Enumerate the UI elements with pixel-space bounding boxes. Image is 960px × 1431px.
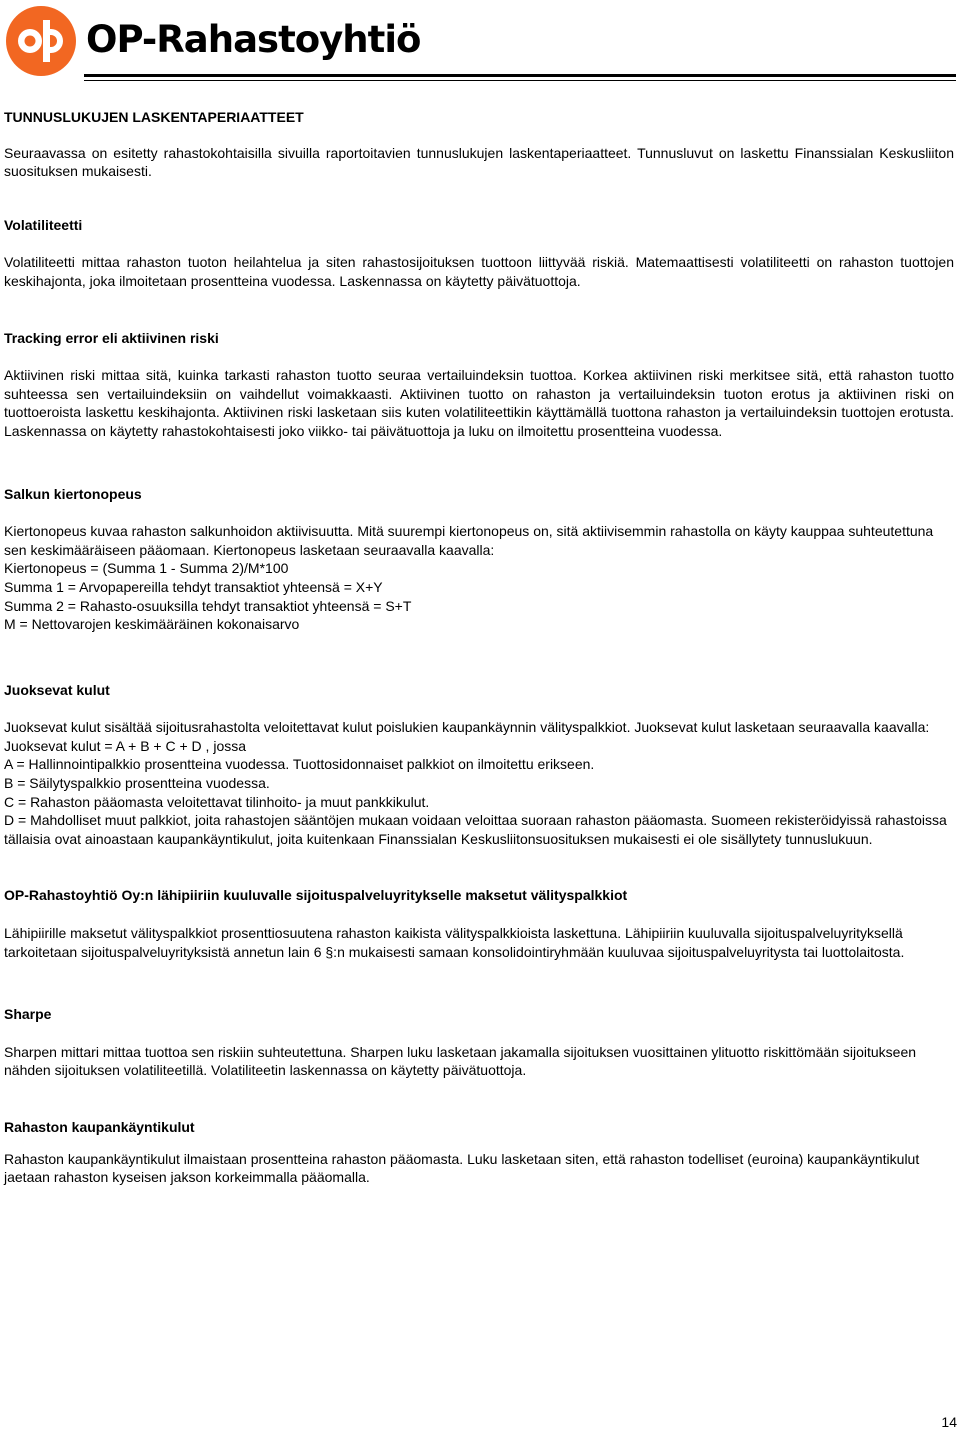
section-body-trading-costs: Rahaston kaupankäyntikulut ilmaistaan prosentteina rahaston pääomasta. Luku lasketaan siten, että rahaston todelliset (euroina) kaupankäyntikulut jaetaan rahaston kyseisen jakson korkeimmalla pääomalla. bbox=[4, 1150, 920, 1186]
header-rule-thin bbox=[84, 80, 956, 81]
formula-line: D = Mahdolliset muut palkkiot, joita rahastojen sääntöjen mukaan voidaan veloittaa suoraan rahaston pääomasta. Suomeen rekisteröidyissä rahastoissa tällaisia ovat ainoastaan kaupankäyntikulut, joita kuitenkaan Finanssialan Keskusliitonsuosituksen mukaisesti ei ole sisällytety tunnuslukuun. bbox=[4, 812, 947, 847]
section-heading-trading-costs: Rahaston kaupankäyntikulut bbox=[4, 1119, 195, 1135]
formula-line: Summa 1 = Arvopapereilla tehdyt transaktiot yhteensä = X+Y bbox=[4, 578, 383, 595]
section-body-tracking-error: Aktiivinen riski mittaa sitä, kuinka tarkasti rahaston tuotto seuraa vertailuindeksin tuottoa. Korkea aktiivinen riski merkitsee sitä, että rahaston tuotto suhteessa sen vertailuindeksiin on vaihdellut voimakkaasti. Aktiivinen tuotto on rahaston ja vertailuindeksin tuoton erotus ja aktiivinen riski on tuottoeroista laskettu keskihajonta. Aktiivinen riski lasketaan siis kuten volatiliteettikin käyttämällä tuottona rahaston ja vertailuindeksin tuottojen erotusta. Laskennassa on käytetty rahastokohtaisesti joko viikko- tai päivätuottoja ja luku on ilmoitettu prosentteina vuodessa. bbox=[4, 367, 954, 439]
formula-line: Kiertonopeus = (Summa 1 - Summa 2)/M*100 bbox=[4, 560, 289, 577]
page-header bbox=[0, 0, 960, 84]
ongoing-charges-formula bbox=[4, 737, 954, 849]
header-rule bbox=[84, 74, 956, 77]
section-heading-tracking-error: Tracking error eli aktiivinen riski bbox=[4, 329, 219, 346]
section-body-volatility: Volatiliteetti mittaa rahaston tuoton heilahtelua ja siten rahastosijoituksen tuottoon liittyvää riskiä. Matemaattisesti volatiliteetti on rahaston tuottojen keskihajonta, joka ilmoitetaan prosentteina vuodessa. Laskennassa on käytetty päivätuottoja. bbox=[4, 254, 954, 289]
formula-line: C = Rahaston pääomasta veloitettavat tilinhoito- ja muut pankkikulut. bbox=[4, 793, 430, 810]
page-number: 14 bbox=[941, 1414, 957, 1430]
section-heading-sharpe: Sharpe bbox=[4, 1006, 52, 1023]
formula-line: M = Nettovarojen keskimääräinen kokonaisarvo bbox=[4, 616, 300, 633]
document-title: TUNNUSLUKUJEN LASKENTAPERIAATTEET bbox=[4, 109, 304, 125]
section-body-brokerage-fees: Lähipiirille maksetut välityspalkkiot prosenttiosuutena rahaston kaikista välityspalkkioista laskettuna. Lähipiiriin kuuluvalla sijoituspalveluyrityksellä tarkoitetaan sijoituspalveluyrityksistä annetun lain 6 §:n mukaisesti samaan konsolidointiryhmään kuuluvaa sijoituspalveluyritysta tai luottolaitosta. bbox=[4, 925, 905, 960]
document-body bbox=[4, 108, 954, 1187]
section-body-ongoing-charges: Juoksevat kulut sisältää sijoitusrahastolta veloitettavat kulut poislukien kaupankäynnin välityspalkkiot. Juoksevat kulut lasketaan seuraavalla kaavalla: bbox=[4, 719, 930, 736]
formula-line: B = Säilytyspalkkio prosentteina vuodessa. bbox=[4, 775, 270, 792]
intro-paragraph: Seuraavassa on esitetty rahastokohtaisilla sivuilla raportoitavien tunnuslukujen laskentaperiaatteet. Tunnusluvut on laskettu Finanssialan Keskusliiton suosituksen mukaisesti. bbox=[4, 144, 954, 180]
section-heading-turnover: Salkun kiertonopeus bbox=[4, 485, 142, 502]
section-heading-volatility: Volatiliteetti bbox=[4, 216, 83, 233]
formula-line: Summa 2 = Rahasto-osuuksilla tehdyt transaktiot yhteensä = S+T bbox=[4, 597, 412, 614]
section-body-sharpe: Sharpen mittari mittaa tuottoa sen riskiin suhteutettuna. Sharpen luku lasketaan jakamalla sijoituksen vuosittainen ylituotto riskittömään sijoitukseen nähden sijoituksen volatiliteetillä. Volatiliteetin laskennassa on käytetty päivätuottoja. bbox=[4, 1043, 917, 1079]
brand-name: OP-Rahastoyhtiö bbox=[86, 18, 421, 61]
op-logo-icon bbox=[6, 6, 76, 76]
turnover-formula bbox=[4, 559, 954, 633]
formula-line: Juoksevat kulut = A + B + C + D , jossa bbox=[4, 737, 247, 754]
section-heading-ongoing-charges: Juoksevat kulut bbox=[4, 681, 110, 698]
section-body-turnover: Kiertonopeus kuvaa rahaston salkunhoidon aktiivisuutta. Mitä suurempi kiertonopeus on, sitä aktiivisemmin rahastolla on käyty kauppaa suhteutettuna sen keskimääräiseen pääomaan. Kiertonopeus lasketaan seuraavalla kaavalla: bbox=[4, 523, 934, 558]
formula-line: A = Hallinnointipalkkio prosentteina vuodessa. Tuottosidonnaiset palkkiot on ilmoitettu erikseen. bbox=[4, 756, 595, 773]
section-heading-brokerage-fees: OP-Rahastoyhtiö Oy:n lähipiiriin kuuluvalle sijoituspalveluyritykselle maksetut välityspalkkiot bbox=[4, 887, 628, 904]
